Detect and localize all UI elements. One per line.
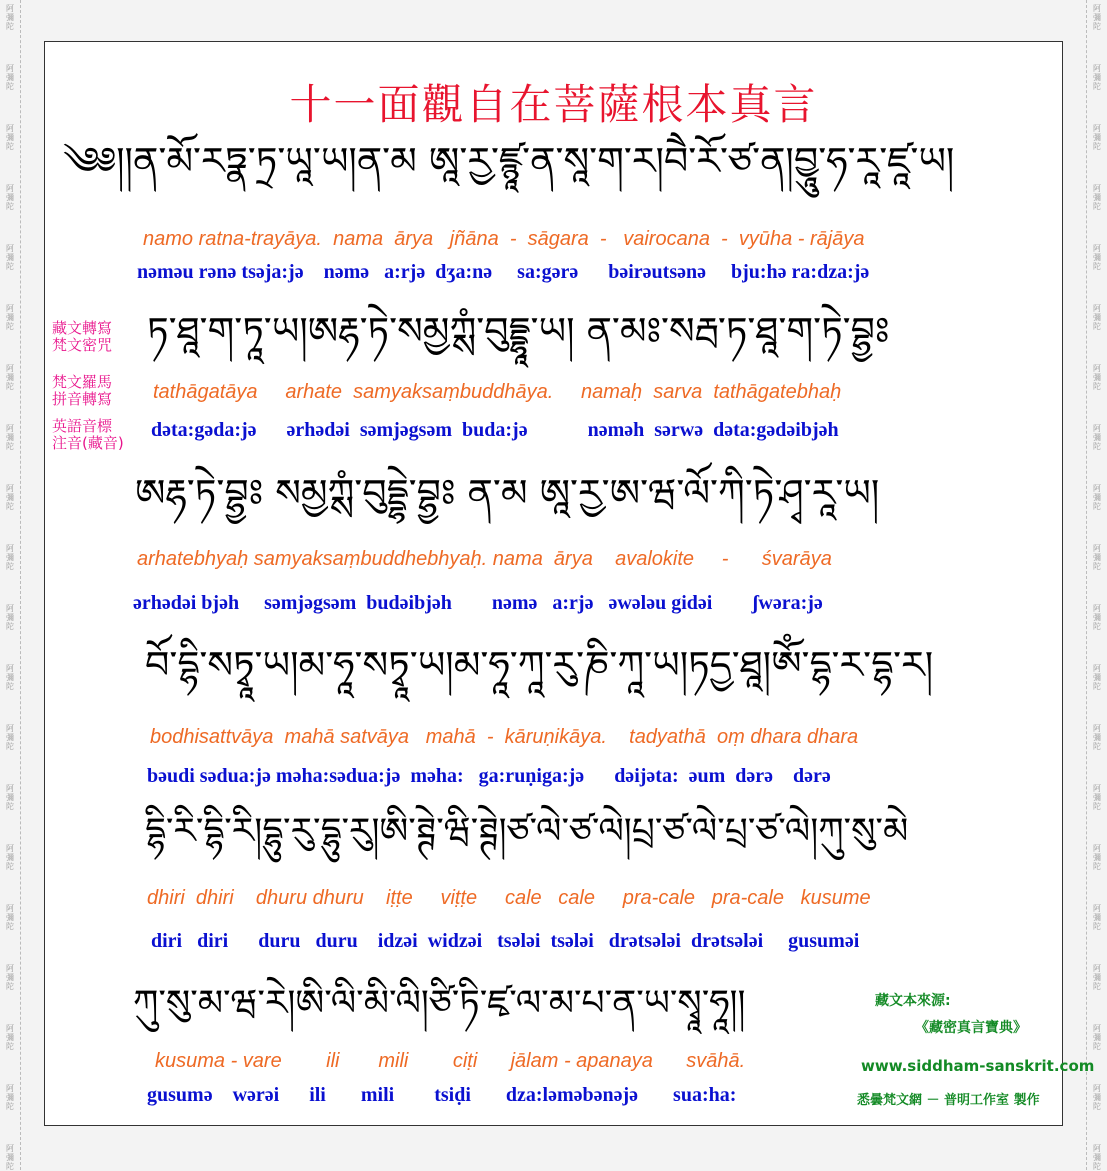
- watermark-text: 阿 彌 陀: [1093, 604, 1101, 631]
- watermark-text: 阿 彌 陀: [6, 124, 14, 151]
- watermark-text: 阿 彌 陀: [6, 844, 14, 871]
- page-title: 十一面觀自在菩薩根本真言: [289, 80, 818, 129]
- watermark-text: 阿 彌 陀: [1093, 484, 1101, 511]
- phonetic-line-5: diri diri duru duru idzəi widzəi tsələi tsələi drətsələi drətsələi gusuməi: [151, 930, 860, 952]
- roman-line-4: bodhisattvāya mahā satvāya mahā - kāruṇikāya. tadyathā oṃ dhara dhara: [150, 726, 859, 748]
- watermark-text: 阿 彌 陀: [6, 244, 14, 271]
- watermark-text: 阿 彌 陀: [1093, 724, 1101, 751]
- watermark-text: 阿 彌 陀: [1093, 1144, 1101, 1171]
- phonetic-line-4: bəudi sədua:jə məha:sədua:jə məha: ga:ruṇiga:jə dəijəta: əum dərə dərə: [147, 765, 831, 787]
- watermark-text: 阿 彌 陀: [6, 724, 14, 751]
- watermark-text: 阿 彌 陀: [6, 4, 14, 31]
- roman-line-1: namo ratna-trayāya. nama ārya jñāna - sāgara - vairocana - vyūha - rājāya: [143, 228, 865, 250]
- legend-roman-transliteration: 梵文羅馬 拼音轉寫: [52, 373, 113, 408]
- right-margin-strip: [1086, 0, 1107, 1170]
- roman-line-5: dhiri dhiri dhuru dhuru iṭṭe viṭṭe cale cale pra-cale pra-cale kusume: [147, 887, 871, 909]
- watermark-text: 阿 彌 陀: [1093, 844, 1101, 871]
- watermark-text: 阿 彌 陀: [6, 304, 14, 331]
- watermark-text: 阿 彌 陀: [1093, 1084, 1101, 1111]
- watermark-text: 阿 彌 陀: [6, 904, 14, 931]
- watermark-text: 阿 彌 陀: [1093, 364, 1101, 391]
- tibetan-line-5: དྷི་རི་དྷི་རི།དྷུ་རུ་དྷུ་རུ།ཨི་ཊྚེ་ཝི་ཊྚེ།ཙ་ལེ་ཙ་ལེ།པྲ་ཙ་ལེ་པྲ་ཙ་ལེ།ཀུ་སུ་མེ: [145, 811, 909, 852]
- watermark-text: 阿 彌 陀: [6, 1084, 14, 1111]
- watermark-text: 阿 彌 陀: [6, 544, 14, 571]
- watermark-text: 阿 彌 陀: [1093, 664, 1101, 691]
- tibetan-line-4: བོ་དྷི་སཏྭཱ་ཡ།མ་ཧཱ་སཏྭཱ་ཡ།མ་ཧཱ་ཀཱ་རུ་ཎི་ཀཱ་ཡ།ཏདྱ་ཐཱ།ཨོཾ་དྷ་ར་དྷ་ར།: [145, 643, 934, 687]
- watermark-text: 阿 彌 陀: [1093, 124, 1101, 151]
- source-credit: 悉曇梵文網 － 普明工作室 製作: [857, 1093, 1040, 1108]
- legend-tibetan-transcription: 藏文轉寫 梵文密咒: [52, 319, 113, 354]
- watermark-text: 阿 彌 陀: [6, 604, 14, 631]
- watermark-text: 阿 彌 陀: [1093, 244, 1101, 271]
- watermark-text: 阿 彌 陀: [1093, 4, 1101, 31]
- legend-phonetic: 英語音標 注音(藏音): [52, 417, 124, 452]
- watermark-text: 阿 彌 陀: [6, 424, 14, 451]
- roman-line-2: tathāgatāya arhate samyaksaṃbuddhāya. namaḥ sarva tathāgatebhaḥ: [153, 381, 842, 403]
- roman-line-6: kusuma - vare ili mili ciṭi jālam - apanaya svāhā.: [155, 1050, 746, 1072]
- source-label: 藏文本來源:: [875, 993, 951, 1009]
- watermark-text: 阿 彌 陀: [1093, 64, 1101, 91]
- watermark-text: 阿 彌 陀: [6, 484, 14, 511]
- phonetic-line-3: ərhədəi bjəh səmjəgsəm budəibjəh nəmə a:rjə əwələu gidəi ʃwəra:jə: [133, 592, 823, 614]
- phonetic-line-2: dəta:gəda:jə ərhədəi səmjəgsəm buda:jə nəməh sərwə dəta:gədəibjəh: [151, 419, 839, 441]
- watermark-text: 阿 彌 陀: [1093, 1024, 1101, 1051]
- watermark-text: 阿 彌 陀: [6, 964, 14, 991]
- left-margin-strip: [0, 0, 21, 1170]
- watermark-text: 阿 彌 陀: [1093, 964, 1101, 991]
- source-website[interactable]: www.siddham-sanskrit.com: [861, 1057, 1095, 1075]
- watermark-text: 阿 彌 陀: [1093, 544, 1101, 571]
- tibetan-line-3: ཨརྷ་ཏེ་བྷྱཿ སམྱཀྶཾ་བུདྡྷེ་བྷྱཿ ན་མ ཨཱ་རྱ་ཨ་ཝ་ལོ་ཀི་ཏེ་ཤྭ་རཱ་ཡ།: [135, 471, 880, 515]
- watermark-text: 阿 彌 陀: [1093, 184, 1101, 211]
- tibetan-line-1: ༄༅།།ན་མོ་རཏྣ་ཏྲ་ཡཱ་ཡ།ན་མ ཨཱ་རྱ་ཛྙཱ་ན་སཱ་ག་ར།བཻ་རོ་ཙ་ན།བྱཱུ་ཧ་རཱ་ཛཱ་ཡ།: [63, 139, 955, 183]
- watermark-text: 阿 彌 陀: [6, 1144, 14, 1171]
- watermark-text: 阿 彌 陀: [6, 664, 14, 691]
- watermark-text: 阿 彌 陀: [1093, 784, 1101, 811]
- mantra-panel: [44, 41, 1095, 1126]
- phonetic-line-6: gusumə wərəi ili mili tsiḍi dza:ləməbənəjə sua:ha:: [147, 1084, 737, 1106]
- watermark-text: 阿 彌 陀: [6, 1024, 14, 1051]
- watermark-text: 阿 彌 陀: [6, 64, 14, 91]
- source-book: 《藏密真言寶典》: [915, 1020, 1027, 1036]
- tibetan-line-2: ཏ་ཐཱ་ག་ཏཱ་ཡ།ཨརྷ་ཏེ་སམྱཀྶཾ་བུདྡྷཱ་ཡ། ན་མཿ་སརྦ་ཏ་ཐཱ་ག་ཏེ་བྷྱཿ: [147, 309, 890, 353]
- roman-line-3: arhatebhyaḥ samyaksaṃbuddhebhyaḥ. nama ārya avalokite - śvarāya: [137, 548, 832, 570]
- watermark-text: 阿 彌 陀: [6, 784, 14, 811]
- tibetan-line-6: ཀུ་སུ་མ་ཝ་རེ།ཨི་ལི་མི་ལི།ཙི་ཏི་ཛྭ་ལ་མ་པ་ན་ཡ་སྭཱ་ཧཱ།།: [133, 983, 746, 1024]
- watermark-text: 阿 彌 陀: [1093, 304, 1101, 331]
- watermark-text: 阿 彌 陀: [1093, 904, 1101, 931]
- phonetic-line-1: nəməu rənə tsəja:jə nəmə a:rjə dʒa:nə sa:gərə bəirəutsənə bju:hə ra:dza:jə: [137, 261, 870, 283]
- watermark-text: 阿 彌 陀: [6, 364, 14, 391]
- watermark-text: 阿 彌 陀: [1093, 424, 1101, 451]
- watermark-text: 阿 彌 陀: [6, 184, 14, 211]
